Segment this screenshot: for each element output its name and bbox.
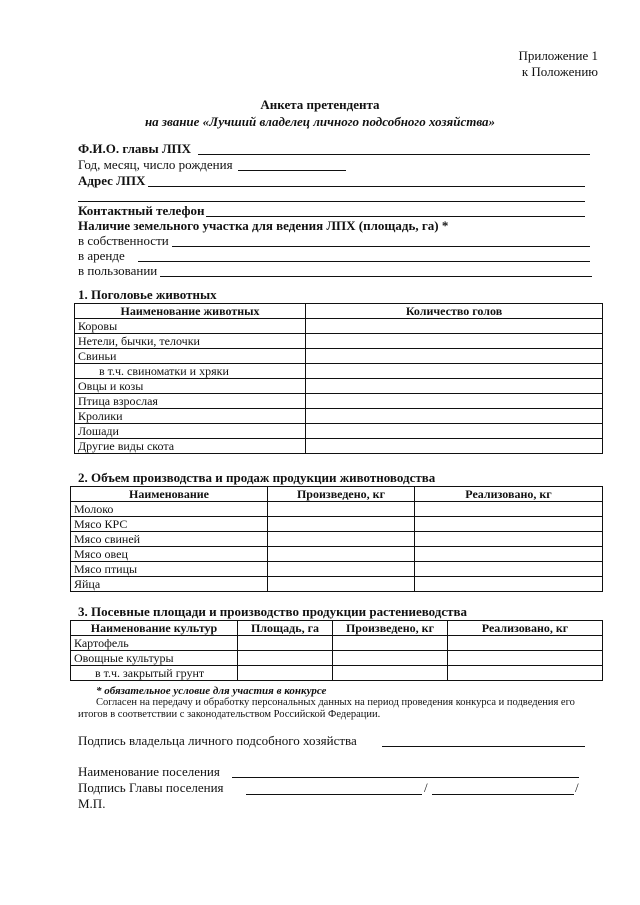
row-label: Мясо свиней [71, 532, 268, 547]
birth-field[interactable] [238, 170, 346, 171]
appendix-ref: к Положению [521, 64, 598, 79]
fio-label: Ф.И.О. главы ЛПХ [78, 141, 192, 156]
section2-title: 2. Объем производства и продаж продукции животноводства [78, 470, 436, 485]
rent-label: в аренде [78, 248, 125, 263]
row-label: Мясо овец [71, 547, 268, 562]
land-label: Наличие земельного участка для ведения ЛПХ (площадь, га) * [78, 218, 449, 233]
cell-input[interactable] [268, 547, 415, 562]
owner-signature-field[interactable] [382, 746, 585, 747]
phone-label: Контактный телефон [78, 203, 205, 218]
row-label: Лошади [75, 424, 306, 439]
row-label: Коровы [75, 319, 306, 334]
address-field-2[interactable] [78, 201, 585, 202]
cell-input[interactable] [306, 379, 603, 394]
cell-input[interactable] [333, 651, 448, 666]
row-label: Молоко [71, 502, 268, 517]
rent-field[interactable] [138, 261, 590, 262]
row-label: Другие виды скота [75, 439, 306, 454]
table-row [75, 394, 603, 409]
cell-input[interactable] [415, 577, 603, 592]
table-row [71, 636, 603, 651]
table-row [75, 439, 603, 454]
signature-separator-end: / [575, 780, 579, 795]
table-row [75, 334, 603, 349]
use-label: в пользовании [78, 263, 158, 278]
row-label: Нетели, бычки, телочки [75, 334, 306, 349]
cell-input[interactable] [306, 424, 603, 439]
row-label: в т.ч. свиноматки и хряки [75, 364, 306, 379]
head-signature-label: Подпись Главы поселения [78, 780, 224, 795]
cell-input[interactable] [268, 502, 415, 517]
table-row [71, 562, 603, 577]
owner-signature-label: Подпись владельца личного подсобного хозяйства [78, 733, 357, 748]
table-row [71, 517, 603, 532]
row-label: Мясо птицы [71, 562, 268, 577]
row-label: Птица взрослая [75, 394, 306, 409]
row-label: Овощные культуры [71, 651, 238, 666]
row-label: Свиньи [75, 349, 306, 364]
form-subtitle: на звание «Лучший владелец личного подсобного хозяйства» [144, 114, 496, 129]
section3-title: 3. Посевные площади и производство продукции растениеводства [78, 604, 468, 619]
table-row [75, 424, 603, 439]
col-area: Площадь, га [238, 621, 333, 636]
col-sold: Реализовано, кг [415, 487, 603, 502]
col-produced: Произведено, кг [333, 621, 448, 636]
cell-input[interactable] [306, 334, 603, 349]
settlement-field[interactable] [232, 777, 579, 778]
table-row [75, 349, 603, 364]
table-row [71, 666, 603, 681]
row-label: в т.ч. закрытый грунт [71, 666, 238, 681]
own-label: в собственности [78, 233, 169, 248]
cell-input[interactable] [415, 532, 603, 547]
cell-input[interactable] [238, 636, 333, 651]
head-name-field[interactable] [432, 794, 574, 795]
cell-input[interactable] [268, 577, 415, 592]
table-row [75, 364, 603, 379]
footnote: * обязательное условие для участия в конкурсе [96, 685, 327, 697]
cell-input[interactable] [306, 349, 603, 364]
form-title: Анкета претендента [260, 97, 380, 112]
cell-input[interactable] [415, 562, 603, 577]
birth-label: Год, месяц, число рождения [78, 157, 233, 172]
row-label: Мясо КРС [71, 517, 268, 532]
phone-field[interactable] [206, 216, 585, 217]
row-label: Яйца [71, 577, 268, 592]
row-label: Овцы и козы [75, 379, 306, 394]
fio-field[interactable] [198, 154, 590, 155]
table-row [71, 532, 603, 547]
own-field[interactable] [172, 246, 590, 247]
table-row [71, 502, 603, 517]
table-row [71, 651, 603, 666]
head-signature-field[interactable] [246, 794, 422, 795]
table-row [71, 547, 603, 562]
address-label: Адрес ЛПХ [78, 173, 146, 188]
cell-input[interactable] [238, 651, 333, 666]
cell-input[interactable] [238, 666, 333, 681]
cell-input[interactable] [306, 394, 603, 409]
cell-input[interactable] [415, 517, 603, 532]
col-head-count: Количество голов [306, 304, 603, 319]
cell-input[interactable] [333, 636, 448, 651]
cell-input[interactable] [306, 439, 603, 454]
col-product-name: Наименование [71, 487, 268, 502]
table-row [75, 409, 603, 424]
cell-input[interactable] [306, 364, 603, 379]
cell-input[interactable] [306, 409, 603, 424]
signature-separator: / [424, 780, 428, 795]
livestock-table [74, 303, 603, 454]
crop-production-table [70, 620, 603, 681]
address-field[interactable] [148, 186, 585, 187]
col-produced: Произведено, кг [268, 487, 415, 502]
appendix-label: Приложение 1 [518, 48, 598, 63]
consent-line-1: Согласен на передачу и обработку персональных данных на период проведения конкурса и подведения его [96, 697, 575, 708]
cell-input[interactable] [415, 547, 603, 562]
col-crop-name: Наименование культур [71, 621, 238, 636]
livestock-production-table [70, 486, 603, 592]
cell-input[interactable] [448, 651, 603, 666]
col-animal-name: Наименование животных [75, 304, 306, 319]
cell-input[interactable] [268, 562, 415, 577]
table-row [75, 379, 603, 394]
row-label: Картофель [71, 636, 238, 651]
cell-input[interactable] [448, 636, 603, 651]
table-row [75, 319, 603, 334]
section1-title: 1. Поголовье животных [78, 287, 217, 302]
use-field[interactable] [160, 276, 592, 277]
cell-input[interactable] [448, 666, 603, 681]
cell-input[interactable] [268, 517, 415, 532]
settlement-label: Наименование поселения [78, 764, 220, 779]
cell-input[interactable] [415, 502, 603, 517]
cell-input[interactable] [268, 532, 415, 547]
stamp-label: М.П. [78, 796, 106, 811]
cell-input[interactable] [333, 666, 448, 681]
consent-line-2: итогов в соответствии с законодательством Российской Федерации. [78, 709, 381, 720]
row-label: Кролики [75, 409, 306, 424]
cell-input[interactable] [306, 319, 603, 334]
table-row [71, 577, 603, 592]
col-sold: Реализовано, кг [448, 621, 603, 636]
